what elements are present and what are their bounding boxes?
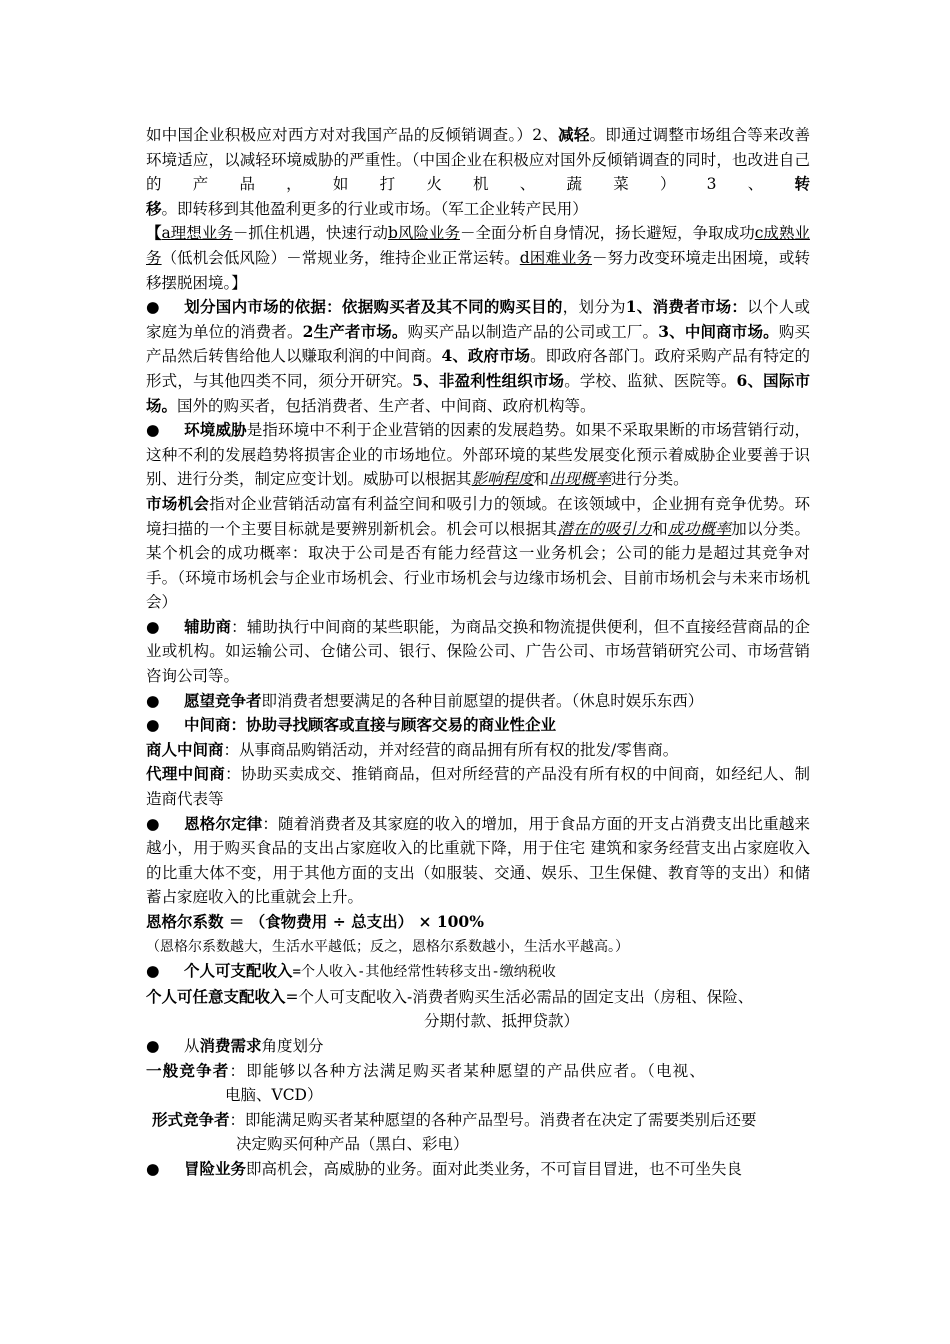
italic-term: 成功概率 xyxy=(667,519,732,538)
text: =个人可支配收入-消费者购买生活必需品的固定支出（房租、保险、 xyxy=(285,987,754,1006)
bullet-icon: ● xyxy=(146,961,160,981)
bold-term: 恩格尔定律 xyxy=(184,813,263,833)
bold-term: 一般竞争者 xyxy=(146,1060,230,1080)
paragraph-market-opportunity xyxy=(146,492,810,615)
text: （恩格尔系数越大，生活水平越低；反之，恩格尔系数越小，生活水平越高。） xyxy=(146,938,629,955)
text: 购买产品以制造产品的公司或工厂。 xyxy=(407,322,659,341)
bullet-icon: ● xyxy=(146,715,160,735)
bold-term: 代理中间商 xyxy=(146,764,226,784)
paragraph-middleman xyxy=(146,713,810,738)
bold-term: 4、政府市场 xyxy=(441,346,531,366)
italic-term: 出现概率 xyxy=(549,470,612,489)
paragraph-desire-competitor xyxy=(146,689,810,714)
text: 。即转移到其他盈利更多的行业或市场。（军工企业转产民用） xyxy=(161,199,588,218)
paragraph-facilitators xyxy=(146,615,810,689)
bold-term: 2生产者市场。 xyxy=(302,321,408,341)
text: 加以分类。某个机会的成功概率：取决于公司是否有能力经营这一业务机会；公司的能力是超过其竞争对手。（环境市场机会与企业市场机会、行业市场机会与边缘市场机会、目前市场机会与未来市场机会） xyxy=(146,519,810,612)
bold-term: 形式竞争者 xyxy=(152,1109,230,1129)
bold-term: 市场机会 xyxy=(146,493,210,513)
bold-term: 转移 xyxy=(146,174,810,218)
text: －全面分析自身情况，扬长避短，争取成功 xyxy=(459,224,755,243)
text: ：协助买卖成交、推销商品，但对所经营的产品没有所有权的中间商，如经纪人、制造商代表等 xyxy=(146,765,810,809)
text: 国外的购买者，包括消费者、生产者、中间商、政府机构等。 xyxy=(177,396,596,415)
text: 和 xyxy=(533,470,550,489)
bold-term: 减轻 xyxy=(558,125,590,144)
paragraph-disposable-income xyxy=(146,959,810,985)
text: 。即通过调整市场组合等来改善环境适应，以减轻环境威胁的严重性。（中国企业在积极应对国外反倾销调查的同时，也改进自己的产品，如打火机、蔬菜）3、 xyxy=(146,126,810,194)
bold-term: 个人可任意支配收入 xyxy=(146,986,286,1006)
underlined-term: b风险业务 xyxy=(387,224,460,243)
bold-term: 商人中间商 xyxy=(146,739,224,759)
bold-term: 中间商：协助寻找顾客或直接与顾客交易的商业性企业 xyxy=(184,715,557,735)
paragraph-merchant-middleman xyxy=(146,738,810,763)
text: －努力改变环境走出困境，或转移摆脱困境。】 xyxy=(146,248,810,292)
bold-term: 6、国际市场。 xyxy=(146,370,810,415)
paragraph-engel-formula xyxy=(146,910,810,935)
paragraph-threat-responses xyxy=(146,123,810,221)
text: 从 xyxy=(184,1036,200,1055)
bullet-icon: ● xyxy=(146,420,160,440)
paragraph-general-competitor xyxy=(146,1059,810,1108)
text: 和 xyxy=(652,519,668,538)
paragraph-market-division xyxy=(146,295,810,418)
bold-term: 3、中间商市场。 xyxy=(658,321,779,341)
bullet-icon: ● xyxy=(146,1158,160,1178)
italic-term: 影响程度 xyxy=(471,470,534,489)
text: ，划分为 xyxy=(562,298,626,317)
text: ：即能满足购买者某种愿望的各种产品型号。消费者在决定了需要类别后还要 xyxy=(229,1110,757,1129)
bold-term: 环境威胁 xyxy=(184,420,247,440)
bullet-icon: ● xyxy=(146,297,160,317)
text: ：辅助执行中间商的某些职能，为商品交换和物流提供便利，但不直接经营商品的企业或机构。如运输公司、仓储公司、银行、保险公司、广告公司、市场营销研究公司、市场营销咨询公司等。 xyxy=(146,617,810,686)
paragraph-demand-angle xyxy=(146,1034,810,1059)
paragraph-engel-note xyxy=(146,935,810,960)
text: 角度划分 xyxy=(261,1036,324,1055)
bullet-icon: ● xyxy=(146,1035,160,1055)
underlined-term: c成熟业务 xyxy=(146,224,810,267)
text: （低机会低风险）－常规业务，维持企业正常运转。 xyxy=(161,248,520,267)
text: 决定购买何种产品（黑白、彩电） xyxy=(236,1135,469,1154)
bold-term: 划分国内市场的依据：依据购买者及其不同的购买目的 xyxy=(184,297,563,317)
text: ：从事商品购销活动，并对经营的商品拥有所有权的批发/零售商。 xyxy=(223,740,679,759)
bold-term: 辅助商 xyxy=(184,616,232,636)
paragraph-engel-law xyxy=(146,812,810,910)
paragraph-environment-threat xyxy=(146,418,810,492)
text: 以个人或家庭为单位的消费者。 xyxy=(146,298,810,341)
text: 如中国企业积极应对西方对对我国产品的反倾销调查。）2、 xyxy=(146,126,559,144)
italic-term: 潜在的吸引力 xyxy=(557,519,653,538)
document-body xyxy=(146,123,810,1182)
text: =个人收入-其他经常性转移支出-缴纳税收 xyxy=(292,964,556,981)
text: 电脑、VCD） xyxy=(225,1086,323,1105)
bold-term: 愿望竞争者 xyxy=(184,690,262,710)
text: 进行分类。 xyxy=(611,470,689,489)
text: 指对企业营销活动富有利益空间和吸引力的领域。在该领域中，企业拥有竞争优势。环境扫描的一个主要目标就是要辨别新机会。机会可以根据其 xyxy=(146,494,810,538)
text: 购买产品然后转售给他人以赚取利润的中间商。 xyxy=(146,322,810,366)
text: 即高机会，高威胁的业务。面对此类业务，不可盲目冒进，也不可坐失良 xyxy=(246,1159,743,1178)
underlined-term: d困难业务 xyxy=(519,248,593,267)
bracket: 【 xyxy=(146,223,162,243)
paragraph-business-types xyxy=(146,221,810,295)
paragraph-form-competitor xyxy=(146,1108,810,1157)
text: 。即政府各部门。政府采购产品有特定的形式，与其他四类不同，须分开研究。 xyxy=(146,347,810,390)
text: 即消费者想要满足的各种目前愿望的提供者。（休息时娱乐东西） xyxy=(261,691,704,710)
text: ：随着消费者及其家庭的收入的增加，用于食品方面的开支占消费支出比重越来越小，用于购买食品的支出占家庭收入的比重就下降，用于住宅 建筑和家务经营支出占家庭收入的比重大体不变，用于其他方面的支出（如服装、交通、娱乐、卫生保健、教育等的支出）和储蓄占家庭收入的比重就会上升。 xyxy=(146,814,810,907)
paragraph-agent-middleman xyxy=(146,762,810,811)
bold-term: 个人可支配收入 xyxy=(184,961,293,981)
bullet-icon: ● xyxy=(146,690,160,710)
underlined-term: a理想业务 xyxy=(161,224,233,243)
text: ：即能够以各种方法满足购买者某种愿望的产品供应者。（电视、 xyxy=(229,1061,707,1080)
bold-term: 1、消费者市场： xyxy=(625,297,748,317)
text: 是指环境中不利于企业营销的因素的发展趋势。如果不采取果断的市场营销行动，这种不利的发展趋势将损害企业的市场地位。外部环境的某些发展变化预示着威胁企业要善于识别、进行分类，制定应变计划。威胁可以根据其 xyxy=(146,421,810,489)
bullet-icon: ● xyxy=(146,616,160,636)
bold-term: 冒险业务 xyxy=(184,1158,247,1178)
bold-term: 5、非盈利性组织市场 xyxy=(412,370,565,390)
text: －抓住机遇，快速行动 xyxy=(232,224,388,243)
bullet-icon: ● xyxy=(146,813,160,833)
bold-term: 消费需求 xyxy=(199,1035,262,1055)
paragraph-venture-business xyxy=(146,1157,810,1182)
text: 。学校、监狱、医院等。 xyxy=(564,371,737,390)
formula: 恩格尔系数 ＝ （食物费用 ÷ 总支出） × 100% xyxy=(146,912,484,931)
text: 分期付款、抵押贷款） xyxy=(424,1012,580,1031)
paragraph-discretionary-income xyxy=(146,985,810,1034)
